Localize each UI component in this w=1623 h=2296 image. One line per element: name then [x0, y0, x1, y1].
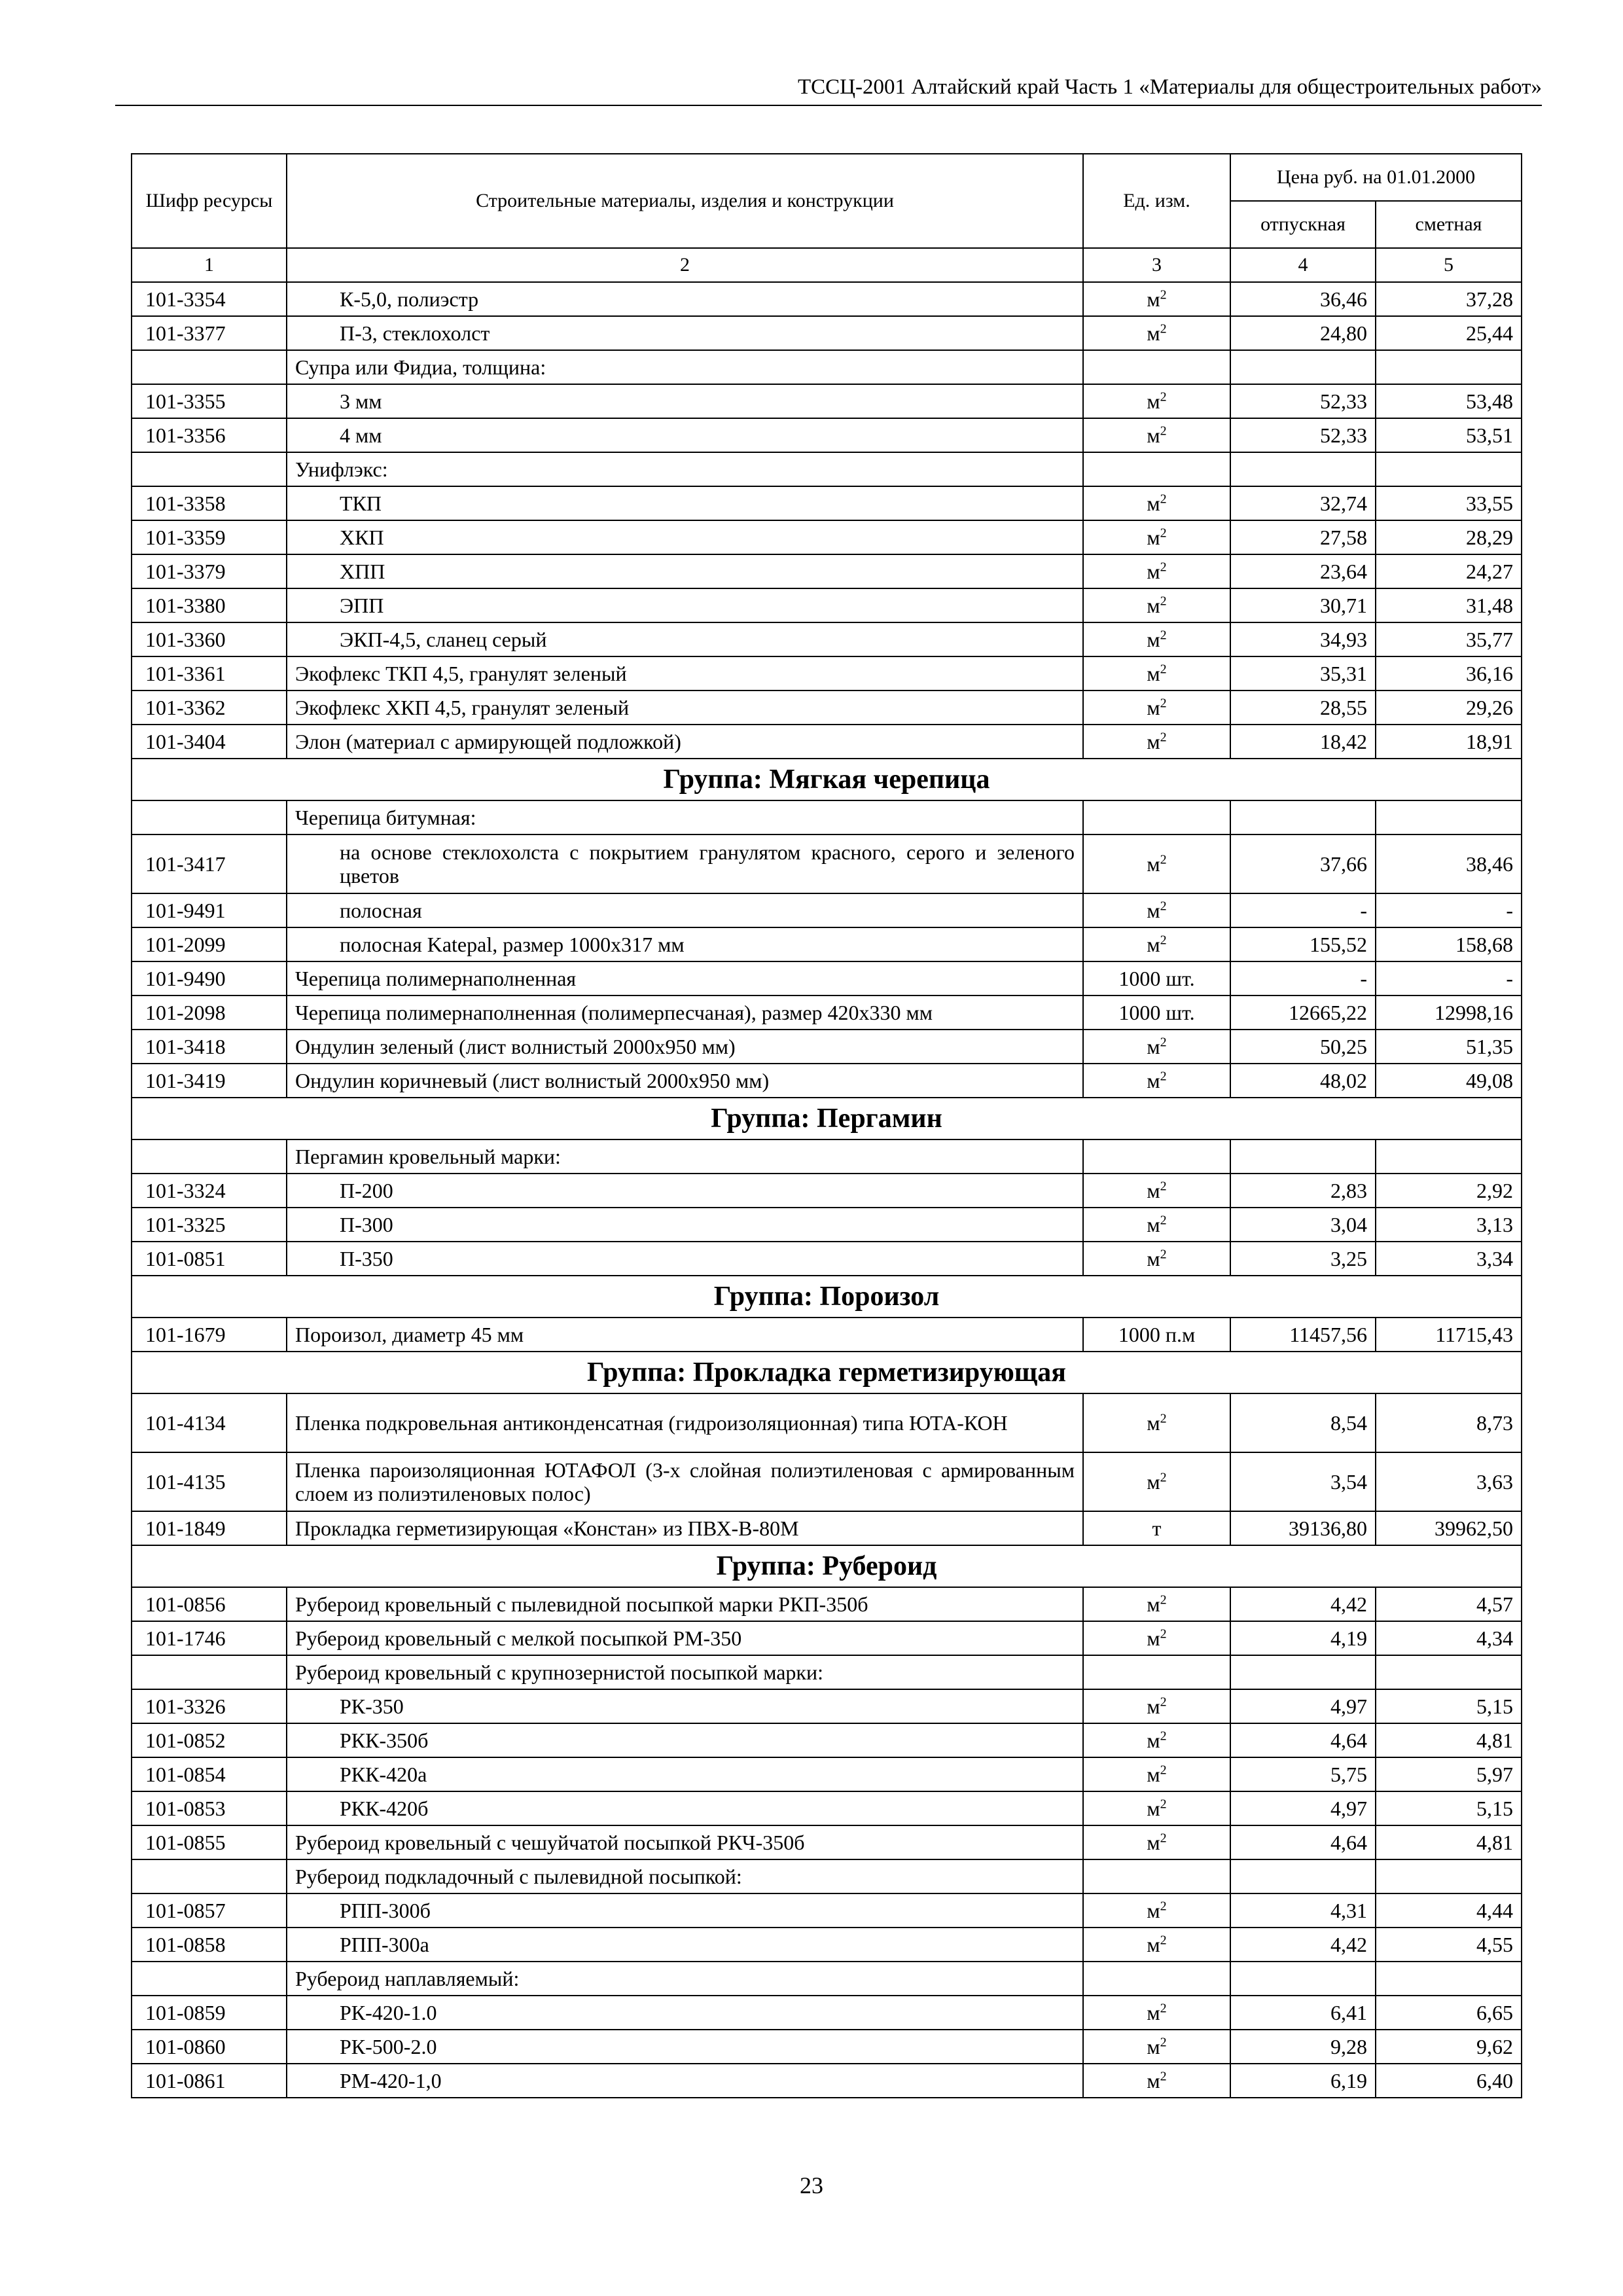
unit-cell: $м^2$: [1083, 622, 1230, 656]
table-row: [132, 1928, 1522, 1962]
table-row: [132, 927, 1522, 961]
unit-cell: $м^2$: [1083, 418, 1230, 452]
code-cell: 101-0855: [132, 1825, 287, 1859]
column-number: 4: [1230, 248, 1376, 282]
name-cell: П-3, стеклохолст: [287, 316, 1083, 350]
release-price-cell: -: [1230, 961, 1376, 996]
group-title: Группа: Пергамин: [132, 1098, 1522, 1139]
header-code: Шифр ресурсы: [132, 154, 287, 248]
code-cell: 101-3361: [132, 656, 287, 691]
unit-cell: [1083, 452, 1230, 486]
code-cell: [132, 1859, 287, 1893]
unit-cell: 1000 шт.: [1083, 961, 1230, 996]
code-cell: 101-0851: [132, 1242, 287, 1276]
column-number: 5: [1376, 248, 1522, 282]
name-cell: ЭПП: [287, 588, 1083, 622]
unit-cell: $м^2$: [1083, 1587, 1230, 1621]
release-price-cell: 50,25: [1230, 1030, 1376, 1064]
table-row: [132, 961, 1522, 996]
table-row: [132, 1393, 1522, 1452]
table-row: [132, 1825, 1522, 1859]
unit-cell: 1000 п.м: [1083, 1318, 1230, 1352]
table-row: [132, 2030, 1522, 2064]
release-price-cell: 24,80: [1230, 316, 1376, 350]
subgroup-row: [132, 1655, 1522, 1689]
subgroup-row: [132, 350, 1522, 384]
table-row: [132, 282, 1522, 316]
release-price-cell: 6,19: [1230, 2064, 1376, 2098]
release-price-cell: 23,64: [1230, 554, 1376, 588]
table-row: [132, 1689, 1522, 1723]
estimate-price-cell: -: [1376, 961, 1522, 996]
release-price-cell: 4,42: [1230, 1928, 1376, 1962]
estimate-price-cell: 24,27: [1376, 554, 1522, 588]
table-row: [132, 834, 1522, 893]
table-row: [132, 384, 1522, 418]
estimate-price-cell: 3,13: [1376, 1208, 1522, 1242]
unit-cell: [1083, 350, 1230, 384]
code-cell: 101-3356: [132, 418, 287, 452]
name-cell: Пленка подкровельная антиконденсатная (гидроизоляционная) типа ЮТА-КОН: [287, 1393, 1083, 1452]
estimate-price-cell: 33,55: [1376, 486, 1522, 520]
release-price-cell: 4,19: [1230, 1621, 1376, 1655]
unit-cell: $м^2$: [1083, 691, 1230, 725]
release-price-cell: 9,28: [1230, 2030, 1376, 2064]
name-cell: Черепица полимернаполненная: [287, 961, 1083, 996]
unit-cell: $м^2$: [1083, 1242, 1230, 1276]
name-cell: Ондулин коричневый (лист волнистый 2000х950 мм): [287, 1064, 1083, 1098]
unit-cell: $м^2$: [1083, 656, 1230, 691]
group-title: Группа: Прокладка герметизирующая: [132, 1352, 1522, 1393]
unit-cell: $м^2$: [1083, 1064, 1230, 1098]
code-cell: 101-3325: [132, 1208, 287, 1242]
estimate-price-cell: [1376, 1962, 1522, 1996]
unit-cell: т: [1083, 1511, 1230, 1545]
name-cell: ТКП: [287, 486, 1083, 520]
code-cell: 101-0861: [132, 2064, 287, 2098]
table-row: [132, 725, 1522, 759]
column-number: 2: [287, 248, 1083, 282]
name-cell: П-300: [287, 1208, 1083, 1242]
estimate-price-cell: 36,16: [1376, 656, 1522, 691]
unit-cell: $м^2$: [1083, 588, 1230, 622]
group-header-row: [132, 1545, 1522, 1587]
estimate-price-cell: 4,44: [1376, 1893, 1522, 1928]
code-cell: [132, 1962, 287, 1996]
name-cell: полосная Katepal, размер 1000х317 мм: [287, 927, 1083, 961]
estimate-price-cell: [1376, 350, 1522, 384]
subgroup-title: Унифлэкс:: [287, 452, 1083, 486]
unit-cell: $м^2$: [1083, 1689, 1230, 1723]
code-cell: [132, 1655, 287, 1689]
unit-cell: $м^2$: [1083, 486, 1230, 520]
name-cell: К-5,0, полиэстр: [287, 282, 1083, 316]
table-row: [132, 622, 1522, 656]
group-title: Группа: Пороизол: [132, 1276, 1522, 1318]
release-price-cell: 4,64: [1230, 1723, 1376, 1757]
unit-cell: $м^2$: [1083, 1757, 1230, 1791]
release-price-cell: [1230, 452, 1376, 486]
name-cell: РК-350: [287, 1689, 1083, 1723]
name-cell: ХКП: [287, 520, 1083, 554]
release-price-cell: [1230, 350, 1376, 384]
table-row: [132, 1757, 1522, 1791]
unit-cell: $м^2$: [1083, 2064, 1230, 2098]
code-cell: 101-3360: [132, 622, 287, 656]
code-cell: 101-0856: [132, 1587, 287, 1621]
name-cell: Прокладка герметизирующая «Констан» из ПВХ-В-80М: [287, 1511, 1083, 1545]
release-price-cell: 35,31: [1230, 656, 1376, 691]
subgroup-title: Супра или Фидиа, толщина:: [287, 350, 1083, 384]
unit-cell: $м^2$: [1083, 1893, 1230, 1928]
unit-cell: $м^2$: [1083, 316, 1230, 350]
release-price-cell: 30,71: [1230, 588, 1376, 622]
estimate-price-cell: 6,65: [1376, 1996, 1522, 2030]
code-cell: [132, 1139, 287, 1174]
table-row: [132, 588, 1522, 622]
name-cell: Рубероид кровельный с чешуйчатой посыпкой РКЧ-350б: [287, 1825, 1083, 1859]
name-cell: РКК-350б: [287, 1723, 1083, 1757]
running-header: ТССЦ-2001 Алтайский край Часть 1 «Материалы для общестроительных работ»: [115, 71, 1542, 106]
unit-cell: $м^2$: [1083, 1996, 1230, 2030]
table-row: [132, 691, 1522, 725]
table-row: [132, 1996, 1522, 2030]
release-price-cell: 12665,22: [1230, 996, 1376, 1030]
code-cell: 101-1746: [132, 1621, 287, 1655]
unit-cell: $м^2$: [1083, 384, 1230, 418]
estimate-price-cell: 9,62: [1376, 2030, 1522, 2064]
name-cell: 3 мм: [287, 384, 1083, 418]
table-row: [132, 893, 1522, 927]
code-cell: 101-3362: [132, 691, 287, 725]
name-cell: РКК-420б: [287, 1791, 1083, 1825]
code-cell: 101-1679: [132, 1318, 287, 1352]
estimate-price-cell: 4,81: [1376, 1825, 1522, 1859]
estimate-price-cell: 11715,43: [1376, 1318, 1522, 1352]
name-cell: полосная: [287, 893, 1083, 927]
code-cell: 101-0853: [132, 1791, 287, 1825]
estimate-price-cell: 8,73: [1376, 1393, 1522, 1452]
estimate-price-cell: [1376, 800, 1522, 834]
code-cell: 101-3355: [132, 384, 287, 418]
name-cell: на основе стеклохолста с покрытием гранулятом красного, серого и зеленого цветов: [287, 834, 1083, 893]
unit-cell: $м^2$: [1083, 1621, 1230, 1655]
estimate-price-cell: 4,55: [1376, 1928, 1522, 1962]
code-cell: [132, 800, 287, 834]
estimate-price-cell: 37,28: [1376, 282, 1522, 316]
unit-cell: $м^2$: [1083, 1723, 1230, 1757]
release-price-cell: 4,97: [1230, 1791, 1376, 1825]
table-row: [132, 996, 1522, 1030]
release-price-cell: [1230, 1655, 1376, 1689]
estimate-price-cell: 4,57: [1376, 1587, 1522, 1621]
subgroup-title: Рубероид подкладочный с пылевидной посыпкой:: [287, 1859, 1083, 1893]
release-price-cell: 39136,80: [1230, 1511, 1376, 1545]
code-cell: 101-9491: [132, 893, 287, 927]
subgroup-row: [132, 1962, 1522, 1996]
code-cell: 101-3324: [132, 1174, 287, 1208]
subgroup-title: Рубероид кровельный с крупнозернистой посыпкой марки:: [287, 1655, 1083, 1689]
code-cell: 101-0854: [132, 1757, 287, 1791]
release-price-cell: 52,33: [1230, 384, 1376, 418]
header-name: Строительные материалы, изделия и конструкции: [287, 154, 1083, 248]
subgroup-row: [132, 1859, 1522, 1893]
code-cell: 101-4135: [132, 1452, 287, 1511]
release-price-cell: 3,25: [1230, 1242, 1376, 1276]
code-cell: [132, 350, 287, 384]
name-cell: Экофлекс ХКП 4,5, гранулят зеленый: [287, 691, 1083, 725]
table-row: [132, 1587, 1522, 1621]
unit-cell: $м^2$: [1083, 1825, 1230, 1859]
release-price-cell: 4,42: [1230, 1587, 1376, 1621]
name-cell: П-200: [287, 1174, 1083, 1208]
release-price-cell: [1230, 800, 1376, 834]
subgroup-row: [132, 452, 1522, 486]
subgroup-row: [132, 800, 1522, 834]
estimate-price-cell: 18,91: [1376, 725, 1522, 759]
table-row: [132, 1723, 1522, 1757]
table-row: [132, 418, 1522, 452]
estimate-price-cell: 2,92: [1376, 1174, 1522, 1208]
code-cell: 101-3404: [132, 725, 287, 759]
price-table: [131, 153, 1522, 2098]
estimate-price-cell: 5,15: [1376, 1791, 1522, 1825]
release-price-cell: 48,02: [1230, 1064, 1376, 1098]
group-header-row: [132, 1352, 1522, 1393]
unit-cell: $м^2$: [1083, 520, 1230, 554]
header-estimate: сметная: [1376, 201, 1522, 248]
name-cell: ЭКП-4,5, сланец серый: [287, 622, 1083, 656]
group-title: Группа: Рубероид: [132, 1545, 1522, 1587]
release-price-cell: 3,54: [1230, 1452, 1376, 1511]
header-release: отпускная: [1230, 201, 1376, 248]
table-row: [132, 1791, 1522, 1825]
estimate-price-cell: [1376, 1859, 1522, 1893]
table-row: [132, 1208, 1522, 1242]
estimate-price-cell: 29,26: [1376, 691, 1522, 725]
code-cell: 101-3379: [132, 554, 287, 588]
name-cell: РК-500-2.0: [287, 2030, 1083, 2064]
code-cell: 101-9490: [132, 961, 287, 996]
table-row: [132, 656, 1522, 691]
estimate-price-cell: 28,29: [1376, 520, 1522, 554]
table-row: [132, 1030, 1522, 1064]
estimate-price-cell: 53,48: [1376, 384, 1522, 418]
unit-cell: $м^2$: [1083, 282, 1230, 316]
subgroup-title: Рубероид наплавляемый:: [287, 1962, 1083, 1996]
estimate-price-cell: 51,35: [1376, 1030, 1522, 1064]
table-body: [132, 282, 1522, 2098]
code-cell: 101-3354: [132, 282, 287, 316]
table-row: [132, 1174, 1522, 1208]
unit-cell: $м^2$: [1083, 1174, 1230, 1208]
estimate-price-cell: 31,48: [1376, 588, 1522, 622]
code-cell: 101-0858: [132, 1928, 287, 1962]
estimate-price-cell: [1376, 1139, 1522, 1174]
unit-cell: $м^2$: [1083, 2030, 1230, 2064]
table-row: [132, 486, 1522, 520]
release-price-cell: 4,97: [1230, 1689, 1376, 1723]
release-price-cell: 5,75: [1230, 1757, 1376, 1791]
unit-cell: [1083, 1962, 1230, 1996]
release-price-cell: 37,66: [1230, 834, 1376, 893]
unit-cell: [1083, 800, 1230, 834]
release-price-cell: 28,55: [1230, 691, 1376, 725]
estimate-price-cell: 49,08: [1376, 1064, 1522, 1098]
release-price-cell: 18,42: [1230, 725, 1376, 759]
release-price-cell: 34,93: [1230, 622, 1376, 656]
table-row: [132, 1511, 1522, 1545]
code-cell: 101-3358: [132, 486, 287, 520]
table-row: [132, 520, 1522, 554]
estimate-price-cell: 5,15: [1376, 1689, 1522, 1723]
name-cell: РМ-420-1,0: [287, 2064, 1083, 2098]
estimate-price-cell: 6,40: [1376, 2064, 1522, 2098]
unit-cell: $м^2$: [1083, 834, 1230, 893]
estimate-price-cell: 158,68: [1376, 927, 1522, 961]
table-row: [132, 316, 1522, 350]
header-unit: Ед. изм.: [1083, 154, 1230, 248]
unit-cell: $м^2$: [1083, 1393, 1230, 1452]
release-price-cell: 4,64: [1230, 1825, 1376, 1859]
name-cell: РК-420-1.0: [287, 1996, 1083, 2030]
release-price-cell: 155,52: [1230, 927, 1376, 961]
estimate-price-cell: 39962,50: [1376, 1511, 1522, 1545]
subgroup-title: Черепица битумная:: [287, 800, 1083, 834]
estimate-price-cell: [1376, 1655, 1522, 1689]
code-cell: 101-3377: [132, 316, 287, 350]
code-cell: 101-4134: [132, 1393, 287, 1452]
estimate-price-cell: 35,77: [1376, 622, 1522, 656]
release-price-cell: 2,83: [1230, 1174, 1376, 1208]
code-cell: 101-0860: [132, 2030, 287, 2064]
unit-cell: $м^2$: [1083, 1791, 1230, 1825]
page-number: 23: [800, 2172, 823, 2198]
unit-cell: $м^2$: [1083, 1928, 1230, 1962]
release-price-cell: 4,31: [1230, 1893, 1376, 1928]
unit-cell: $м^2$: [1083, 725, 1230, 759]
name-cell: РПП-300б: [287, 1893, 1083, 1928]
estimate-price-cell: 3,34: [1376, 1242, 1522, 1276]
name-cell: РПП-300а: [287, 1928, 1083, 1962]
name-cell: П-350: [287, 1242, 1083, 1276]
name-cell: Ондулин зеленый (лист волнистый 2000х950 мм): [287, 1030, 1083, 1064]
unit-cell: $м^2$: [1083, 1452, 1230, 1511]
unit-cell: $м^2$: [1083, 927, 1230, 961]
release-price-cell: 36,46: [1230, 282, 1376, 316]
estimate-price-cell: 53,51: [1376, 418, 1522, 452]
unit-cell: [1083, 1139, 1230, 1174]
release-price-cell: [1230, 1962, 1376, 1996]
release-price-cell: 32,74: [1230, 486, 1376, 520]
table-row: [132, 1452, 1522, 1511]
unit-cell: [1083, 1655, 1230, 1689]
group-header-row: [132, 759, 1522, 800]
name-cell: ХПП: [287, 554, 1083, 588]
unit-cell: $м^2$: [1083, 554, 1230, 588]
table-row: [132, 1318, 1522, 1352]
unit-cell: 1000 шт.: [1083, 996, 1230, 1030]
code-cell: 101-0852: [132, 1723, 287, 1757]
code-cell: 101-0859: [132, 1996, 287, 2030]
code-cell: 101-0857: [132, 1893, 287, 1928]
release-price-cell: 6,41: [1230, 1996, 1376, 2030]
name-cell: Экофлекс ТКП 4,5, гранулят зеленый: [287, 656, 1083, 691]
release-price-cell: [1230, 1139, 1376, 1174]
unit-cell: $м^2$: [1083, 1208, 1230, 1242]
name-cell: Рубероид кровельный с мелкой посыпкой РМ-350: [287, 1621, 1083, 1655]
estimate-price-cell: [1376, 452, 1522, 486]
table-row: [132, 1621, 1522, 1655]
unit-cell: [1083, 1859, 1230, 1893]
code-cell: 101-1849: [132, 1511, 287, 1545]
group-header-row: [132, 1098, 1522, 1139]
release-price-cell: 3,04: [1230, 1208, 1376, 1242]
release-price-cell: [1230, 1859, 1376, 1893]
header-price: Цена руб. на 01.01.2000: [1230, 154, 1522, 201]
table-row: [132, 1064, 1522, 1098]
column-number: 3: [1083, 248, 1230, 282]
table-row: [132, 2064, 1522, 2098]
unit-cell: $м^2$: [1083, 893, 1230, 927]
estimate-price-cell: 38,46: [1376, 834, 1522, 893]
group-title: Группа: Мягкая черепица: [132, 759, 1522, 800]
group-header-row: [132, 1276, 1522, 1318]
release-price-cell: 27,58: [1230, 520, 1376, 554]
estimate-price-cell: 12998,16: [1376, 996, 1522, 1030]
code-cell: 101-3359: [132, 520, 287, 554]
estimate-price-cell: 3,63: [1376, 1452, 1522, 1511]
estimate-price-cell: 4,81: [1376, 1723, 1522, 1757]
unit-cell: $м^2$: [1083, 1030, 1230, 1064]
release-price-cell: 8,54: [1230, 1393, 1376, 1452]
release-price-cell: 11457,56: [1230, 1318, 1376, 1352]
estimate-price-cell: -: [1376, 893, 1522, 927]
table-row: [132, 1242, 1522, 1276]
code-cell: 101-3326: [132, 1689, 287, 1723]
name-cell: Рубероид кровельный с пылевидной посыпкой марки РКП-350б: [287, 1587, 1083, 1621]
code-cell: 101-3419: [132, 1064, 287, 1098]
release-price-cell: -: [1230, 893, 1376, 927]
code-cell: [132, 452, 287, 486]
name-cell: Пленка пароизоляционная ЮТАФОЛ (3-х слойная полиэтиленовая с армированным слоем из полиэтиленовых полос): [287, 1452, 1083, 1511]
code-cell: 101-3380: [132, 588, 287, 622]
code-cell: 101-3417: [132, 834, 287, 893]
code-cell: 101-2098: [132, 996, 287, 1030]
name-cell: Пороизол, диаметр 45 мм: [287, 1318, 1083, 1352]
table-row: [132, 554, 1522, 588]
column-number: 1: [132, 248, 287, 282]
estimate-price-cell: 5,97: [1376, 1757, 1522, 1791]
estimate-price-cell: 4,34: [1376, 1621, 1522, 1655]
name-cell: РКК-420а: [287, 1757, 1083, 1791]
code-cell: 101-3418: [132, 1030, 287, 1064]
name-cell: Черепица полимернаполненная (полимерпесчаная), размер 420х330 мм: [287, 996, 1083, 1030]
subgroup-title: Пергамин кровельный марки:: [287, 1139, 1083, 1174]
release-price-cell: 52,33: [1230, 418, 1376, 452]
table-row: [132, 1893, 1522, 1928]
code-cell: 101-2099: [132, 927, 287, 961]
subgroup-row: [132, 1139, 1522, 1174]
estimate-price-cell: 25,44: [1376, 316, 1522, 350]
name-cell: 4 мм: [287, 418, 1083, 452]
name-cell: Элон (материал с армирующей подложкой): [287, 725, 1083, 759]
